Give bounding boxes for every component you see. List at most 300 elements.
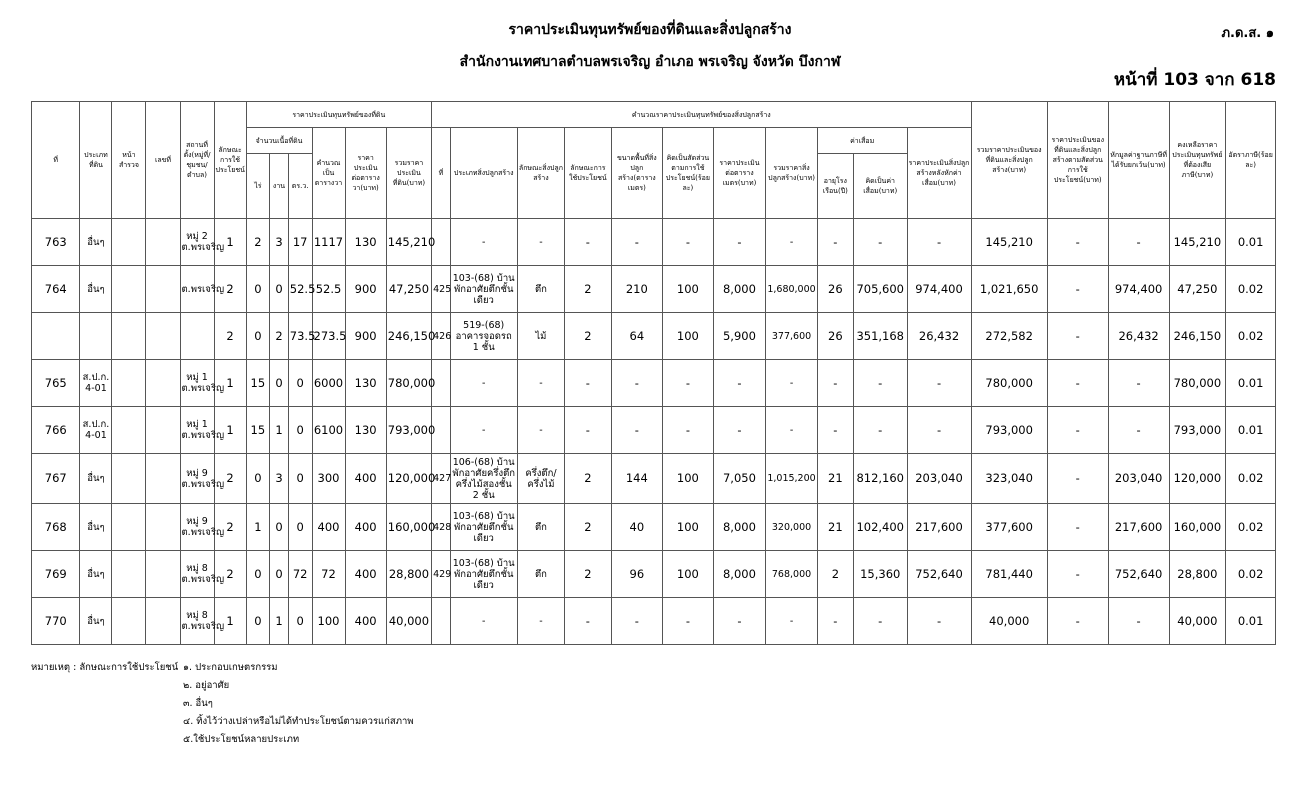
- cell-price-per-m2: 5,900: [713, 313, 766, 360]
- cell-usage: 2: [214, 551, 246, 598]
- note-item-5: ๕.ใช้ประโยชน์หลายประเภท: [183, 734, 300, 745]
- cell-bldg-no: 427: [432, 454, 451, 504]
- cell-bldg-kind: ตึก: [517, 551, 564, 598]
- cell-bldg-usage: 2: [565, 504, 611, 551]
- cell-usage: 1: [214, 360, 246, 407]
- cell-bldg-area: -: [611, 360, 663, 407]
- header-wa: ตร.ว.: [288, 154, 312, 219]
- cell-bldg-net: -: [907, 360, 971, 407]
- cell-wa: 0: [288, 360, 312, 407]
- cell-bldg-no: 426: [432, 313, 451, 360]
- header-depreciation-group: ค่าเสื่อม: [817, 128, 907, 154]
- cell-bldg-total: 1,015,200: [766, 454, 818, 504]
- cell-price-per-wa: 900: [345, 266, 386, 313]
- cell-depr-amount: -: [853, 219, 907, 266]
- page-indicator: หน้าที่ 103 จาก 618: [1113, 70, 1276, 90]
- cell-wa: 0: [288, 407, 312, 454]
- cell-land-no: [146, 407, 180, 454]
- cell-age: 2: [817, 551, 853, 598]
- cell-bldg-area: -: [611, 219, 663, 266]
- cell-pct-use: -: [663, 360, 714, 407]
- cell-rai: 15: [246, 407, 270, 454]
- cell-price-per-m2: 8,000: [713, 504, 766, 551]
- cell-wa: 73.5: [288, 313, 312, 360]
- header-land-type: ประเภทที่ดิน: [80, 102, 112, 219]
- cell-depr-amount: 102,400: [853, 504, 907, 551]
- header-building-no: ที่: [432, 128, 451, 219]
- cell-survey-page: [112, 504, 146, 551]
- cell-bldg-no: 428: [432, 504, 451, 551]
- cell-bldg-net: 974,400: [907, 266, 971, 313]
- cell-usage: 1: [214, 407, 246, 454]
- cell-location: หมู่ 2 ต.พรเจริญ: [180, 219, 214, 266]
- cell-age: 21: [817, 504, 853, 551]
- cell-land-type: ส.ป.ก. 4-01: [80, 407, 112, 454]
- cell-bldg-net: 203,040: [907, 454, 971, 504]
- document-subtitle: สำนักงานเทศบาลตำบลพรเจริญ อำเภอ พรเจริญ จังหวัด บึงกาฬ: [459, 54, 841, 70]
- cell-bldg-usage: 2: [565, 313, 611, 360]
- cell-bldg-type: -: [450, 219, 517, 266]
- cell-bldg-area: -: [611, 598, 663, 645]
- cell-rai: 1: [246, 504, 270, 551]
- cell-price-per-m2: -: [713, 219, 766, 266]
- header-building-area: ขนาดพื้นที่สิ่งปลูกสร้าง(ตารางเมตร): [611, 128, 663, 219]
- cell-remaining: 160,000: [1169, 504, 1226, 551]
- note-item-1: ๑. ประกอบเกษตรกรรม: [183, 662, 278, 673]
- cell-wa: 0: [288, 454, 312, 504]
- cell-land-no: [146, 266, 180, 313]
- cell-ngan: 0: [270, 266, 289, 313]
- cell-depr-amount: 812,160: [853, 454, 907, 504]
- cell-prop-value: -: [1047, 266, 1108, 313]
- cell-no: 766: [32, 407, 80, 454]
- cell-wa: 0: [288, 504, 312, 551]
- cell-deduction: -: [1108, 598, 1169, 645]
- header-tax-rate: อัตราภาษี(ร้อยละ): [1226, 102, 1276, 219]
- cell-bldg-kind: -: [517, 407, 564, 454]
- cell-location: [180, 313, 214, 360]
- cell-prop-value: -: [1047, 551, 1108, 598]
- cell-bldg-kind: -: [517, 360, 564, 407]
- cell-age: 21: [817, 454, 853, 504]
- cell-price-per-wa: 400: [345, 551, 386, 598]
- cell-remaining: 40,000: [1169, 598, 1226, 645]
- cell-pct-use: 100: [663, 454, 714, 504]
- cell-prop-value: -: [1047, 454, 1108, 504]
- cell-land-no: [146, 219, 180, 266]
- cell-bldg-type: -: [450, 598, 517, 645]
- cell-location: หมู่ 8 ต.พรเจริญ: [180, 551, 214, 598]
- header-land-no: เลขที่: [146, 102, 180, 219]
- cell-no: 769: [32, 551, 80, 598]
- table-row: [32, 598, 1276, 645]
- cell-location: หมู่ 9 ต.พรเจริญ: [180, 504, 214, 551]
- cell-remaining: 793,000: [1169, 407, 1226, 454]
- cell-price-per-wa: 400: [345, 454, 386, 504]
- cell-tax-rate: 0.02: [1226, 266, 1276, 313]
- cell-grand-total: 145,210: [971, 219, 1047, 266]
- cell-bldg-net: 26,432: [907, 313, 971, 360]
- cell-age: 26: [817, 313, 853, 360]
- cell-location: หมู่ 9 ต.พรเจริญ: [180, 454, 214, 504]
- cell-land-no: [146, 551, 180, 598]
- cell-sq-wa: 273.5: [312, 313, 345, 360]
- cell-survey-page: [112, 598, 146, 645]
- header-usage: ลักษณะการใช้ประโยชน์: [214, 102, 246, 219]
- cell-no: [32, 313, 80, 360]
- cell-land-type: อื่นๆ: [80, 266, 112, 313]
- cell-survey-page: [112, 219, 146, 266]
- table-row: [32, 407, 1276, 454]
- cell-prop-value: -: [1047, 407, 1108, 454]
- cell-land-total: 28,800: [386, 551, 431, 598]
- cell-land-total: 40,000: [386, 598, 431, 645]
- header-grand-total: รวมราคาประเมินของที่ดินและสิ่งปลูกสร้าง(บาท): [971, 102, 1047, 219]
- cell-bldg-usage: -: [565, 407, 611, 454]
- header-ngan: งาน: [270, 154, 289, 219]
- table-row: [32, 454, 1276, 504]
- cell-usage: 2: [214, 266, 246, 313]
- cell-location: ต.พรเจริญ: [180, 266, 214, 313]
- cell-bldg-area: -: [611, 407, 663, 454]
- cell-land-total: 120,000: [386, 454, 431, 504]
- cell-wa: 72: [288, 551, 312, 598]
- cell-grand-total: 40,000: [971, 598, 1047, 645]
- cell-prop-value: -: [1047, 598, 1108, 645]
- cell-no: 767: [32, 454, 80, 504]
- cell-tax-rate: 0.02: [1226, 313, 1276, 360]
- cell-pct-use: 100: [663, 266, 714, 313]
- cell-bldg-usage: 2: [565, 454, 611, 504]
- cell-sq-wa: 6000: [312, 360, 345, 407]
- cell-deduction: 217,600: [1108, 504, 1169, 551]
- cell-bldg-total: 1,680,000: [766, 266, 818, 313]
- cell-survey-page: [112, 551, 146, 598]
- note-item-3: ๓. อื่นๆ: [183, 698, 213, 709]
- cell-bldg-kind: -: [517, 219, 564, 266]
- cell-no: 763: [32, 219, 80, 266]
- header-building-net: ราคาประเมินสิ่งปลูกสร้างหลังหักค่าเสื่อม(บาท): [907, 128, 971, 219]
- cell-wa: 0: [288, 598, 312, 645]
- cell-deduction: -: [1108, 219, 1169, 266]
- cell-location: หมู่ 8 ต.พรเจริญ: [180, 598, 214, 645]
- cell-ngan: 3: [270, 454, 289, 504]
- cell-prop-value: -: [1047, 360, 1108, 407]
- cell-bldg-total: 377,600: [766, 313, 818, 360]
- cell-prop-value: -: [1047, 313, 1108, 360]
- cell-bldg-type: -: [450, 360, 517, 407]
- header-no: ที่: [32, 102, 80, 219]
- cell-remaining: 246,150: [1169, 313, 1226, 360]
- cell-survey-page: [112, 266, 146, 313]
- cell-bldg-total: -: [766, 360, 818, 407]
- cell-location: หมู่ 1 ต.พรเจริญ: [180, 407, 214, 454]
- header-rai: ไร่: [246, 154, 270, 219]
- cell-land-total: 780,000: [386, 360, 431, 407]
- cell-pct-use: 100: [663, 504, 714, 551]
- cell-price-per-wa: 900: [345, 313, 386, 360]
- cell-price-per-m2: -: [713, 360, 766, 407]
- cell-no: 765: [32, 360, 80, 407]
- cell-price-per-m2: -: [713, 598, 766, 645]
- cell-tax-rate: 0.01: [1226, 407, 1276, 454]
- cell-pct-use: -: [663, 219, 714, 266]
- cell-tax-rate: 0.01: [1226, 219, 1276, 266]
- cell-bldg-usage: 2: [565, 551, 611, 598]
- cell-price-per-wa: 400: [345, 504, 386, 551]
- document-title: ราคาประเมินทุนทรัพย์ของที่ดินและสิ่งปลูกสร้าง: [508, 22, 792, 38]
- cell-sq-wa: 52.5: [312, 266, 345, 313]
- cell-bldg-total: -: [766, 219, 818, 266]
- cell-price-per-wa: 130: [345, 219, 386, 266]
- cell-bldg-type: 106-(68) บ้านพักอาศัยครึ่งตึกครึ่งไม้สองชั้น 2 ชั้น: [450, 454, 517, 504]
- cell-bldg-kind: ตึก: [517, 504, 564, 551]
- cell-land-type: ส.ป.ก. 4-01: [80, 360, 112, 407]
- cell-rai: 2: [246, 219, 270, 266]
- cell-no: 764: [32, 266, 80, 313]
- header-deduction: หักมูลค่าฐานภาษีที่ได้รับยกเว้น(บาท): [1108, 102, 1169, 219]
- cell-usage: 1: [214, 598, 246, 645]
- cell-land-no: [146, 598, 180, 645]
- cell-land-type: อื่นๆ: [80, 504, 112, 551]
- note-item-4: ๔. ทิ้งไว้ว่างเปล่าหรือไม่ได้ทำประโยชน์ตามควรแก่สภาพ: [183, 716, 414, 727]
- cell-price-per-wa: 400: [345, 598, 386, 645]
- cell-age: -: [817, 360, 853, 407]
- cell-wa: 17: [288, 219, 312, 266]
- header-building-type: ประเภทสิ่งปลูกสร้าง: [450, 128, 517, 219]
- cell-bldg-kind: ไม้: [517, 313, 564, 360]
- cell-rai: 15: [246, 360, 270, 407]
- cell-land-type: อื่นๆ: [80, 598, 112, 645]
- cell-remaining: 47,250: [1169, 266, 1226, 313]
- cell-land-total: 160,000: [386, 504, 431, 551]
- cell-prop-value: -: [1047, 219, 1108, 266]
- cell-deduction: 26,432: [1108, 313, 1169, 360]
- header-price-per-wa: ราคาประเมินต่อตารางวา(บาท): [345, 128, 386, 219]
- cell-bldg-area: 210: [611, 266, 663, 313]
- cell-remaining: 28,800: [1169, 551, 1226, 598]
- cell-usage: 2: [214, 313, 246, 360]
- cell-land-no: [146, 360, 180, 407]
- cell-wa: 52.5: [288, 266, 312, 313]
- header-depreciation-amount: คิดเป็นค่าเสื่อม(บาท): [853, 154, 907, 219]
- cell-sq-wa: 400: [312, 504, 345, 551]
- form-code: ภ.ด.ส. ๑: [1221, 26, 1274, 41]
- cell-tax-rate: 0.02: [1226, 454, 1276, 504]
- header-survey-page: หน้าสำรวจ: [112, 102, 146, 219]
- header-usage-percent: คิดเป็นสัดส่วนตามการใช้ประโยชน์(ร้อยละ): [663, 128, 714, 219]
- cell-usage: 2: [214, 454, 246, 504]
- cell-grand-total: 272,582: [971, 313, 1047, 360]
- cell-age: -: [817, 219, 853, 266]
- cell-depr-amount: 351,168: [853, 313, 907, 360]
- cell-land-total: 47,250: [386, 266, 431, 313]
- cell-bldg-type: 103-(68) บ้านพักอาศัยตึกชั้นเดียว: [450, 266, 517, 313]
- cell-rai: 0: [246, 454, 270, 504]
- cell-price-per-m2: 8,000: [713, 266, 766, 313]
- cell-sq-wa: 72: [312, 551, 345, 598]
- cell-price-per-wa: 130: [345, 407, 386, 454]
- cell-deduction: 752,640: [1108, 551, 1169, 598]
- cell-grand-total: 377,600: [971, 504, 1047, 551]
- cell-age: -: [817, 598, 853, 645]
- cell-bldg-total: 768,000: [766, 551, 818, 598]
- header-building-group: คำนวณราคาประเมินทุนทรัพย์ของสิ่งปลูกสร้าง: [432, 102, 971, 128]
- table-row: [32, 360, 1276, 407]
- cell-bldg-total: -: [766, 407, 818, 454]
- cell-bldg-usage: 2: [565, 266, 611, 313]
- cell-sq-wa: 100: [312, 598, 345, 645]
- cell-remaining: 145,210: [1169, 219, 1226, 266]
- cell-pct-use: 100: [663, 313, 714, 360]
- cell-ngan: 3: [270, 219, 289, 266]
- note-item-2: ๒. อยู่อาศัย: [183, 680, 230, 691]
- cell-ngan: 0: [270, 504, 289, 551]
- notes-label: หมายเหตุ : ลักษณะการใช้ประโยชน์: [31, 662, 179, 673]
- cell-rai: 0: [246, 266, 270, 313]
- cell-bldg-area: 64: [611, 313, 663, 360]
- cell-grand-total: 793,000: [971, 407, 1047, 454]
- cell-price-per-m2: -: [713, 407, 766, 454]
- cell-pct-use: 100: [663, 551, 714, 598]
- cell-land-type: อื่นๆ: [80, 219, 112, 266]
- cell-prop-value: -: [1047, 504, 1108, 551]
- header-land-total: รวมราคาประเมินที่ดิน(บาท): [386, 128, 431, 219]
- cell-bldg-no: 429: [432, 551, 451, 598]
- cell-bldg-net: 752,640: [907, 551, 971, 598]
- cell-bldg-usage: -: [565, 360, 611, 407]
- header-building-usage: ลักษณะการใช้ประโยชน์: [565, 128, 611, 219]
- assessment-table: [31, 101, 1276, 645]
- cell-ngan: 1: [270, 598, 289, 645]
- cell-deduction: 974,400: [1108, 266, 1169, 313]
- header-building-kind: ลักษณะสิ่งปลูกสร้าง: [517, 128, 564, 219]
- cell-bldg-usage: -: [565, 219, 611, 266]
- cell-bldg-type: 103-(68) บ้านพักอาศัยตึกชั้นเดียว: [450, 504, 517, 551]
- cell-depr-amount: -: [853, 360, 907, 407]
- cell-grand-total: 1,021,650: [971, 266, 1047, 313]
- header-age: อายุโรงเรือน(ปี): [817, 154, 853, 219]
- cell-bldg-total: 320,000: [766, 504, 818, 551]
- cell-land-total: 246,150: [386, 313, 431, 360]
- cell-bldg-type: 519-(68) อาคารจอดรถ 1 ชั้น: [450, 313, 517, 360]
- cell-bldg-no: [432, 598, 451, 645]
- cell-bldg-net: -: [907, 219, 971, 266]
- cell-price-per-wa: 130: [345, 360, 386, 407]
- cell-tax-rate: 0.02: [1226, 551, 1276, 598]
- cell-survey-page: [112, 407, 146, 454]
- cell-rai: 0: [246, 598, 270, 645]
- header-area-group: จำนวนเนื้อที่ดิน: [246, 128, 312, 154]
- cell-rai: 0: [246, 313, 270, 360]
- cell-land-no: [146, 504, 180, 551]
- cell-pct-use: -: [663, 598, 714, 645]
- cell-land-total: 145,210: [386, 219, 431, 266]
- cell-price-per-m2: 7,050: [713, 454, 766, 504]
- header-location: สถานที่ตั้ง(หมู่ที่/ชุมชน/ตำบล): [180, 102, 214, 219]
- cell-tax-rate: 0.01: [1226, 360, 1276, 407]
- cell-ngan: 0: [270, 360, 289, 407]
- cell-survey-page: [112, 313, 146, 360]
- table-row: [32, 313, 1276, 360]
- header-price-per-m2: ราคาประเมินต่อตารางเมตร(บาท): [713, 128, 766, 219]
- table-row: [32, 219, 1276, 266]
- cell-bldg-kind: ครึ่งตึก/ครึ่งไม้: [517, 454, 564, 504]
- cell-bldg-kind: ตึก: [517, 266, 564, 313]
- cell-land-no: [146, 313, 180, 360]
- cell-bldg-area: 40: [611, 504, 663, 551]
- cell-deduction: -: [1108, 360, 1169, 407]
- cell-bldg-kind: -: [517, 598, 564, 645]
- cell-ngan: 0: [270, 551, 289, 598]
- cell-no: 770: [32, 598, 80, 645]
- cell-deduction: -: [1108, 407, 1169, 454]
- cell-ngan: 1: [270, 407, 289, 454]
- cell-land-total: 793,000: [386, 407, 431, 454]
- cell-bldg-total: -: [766, 598, 818, 645]
- cell-age: 26: [817, 266, 853, 313]
- header-land-group: ราคาประเมินทุนทรัพย์ของที่ดิน: [246, 102, 432, 128]
- cell-rai: 0: [246, 551, 270, 598]
- cell-land-type: อื่นๆ: [80, 551, 112, 598]
- cell-age: -: [817, 407, 853, 454]
- cell-pct-use: -: [663, 407, 714, 454]
- cell-remaining: 780,000: [1169, 360, 1226, 407]
- cell-remaining: 120,000: [1169, 454, 1226, 504]
- cell-usage: 2: [214, 504, 246, 551]
- cell-depr-amount: 15,360: [853, 551, 907, 598]
- cell-grand-total: 323,040: [971, 454, 1047, 504]
- cell-bldg-net: -: [907, 598, 971, 645]
- cell-bldg-area: 96: [611, 551, 663, 598]
- cell-bldg-type: -: [450, 407, 517, 454]
- cell-land-type: อื่นๆ: [80, 454, 112, 504]
- cell-sq-wa: 1117: [312, 219, 345, 266]
- cell-price-per-m2: 8,000: [713, 551, 766, 598]
- cell-no: 768: [32, 504, 80, 551]
- table-row: [32, 266, 1276, 313]
- cell-depr-amount: -: [853, 598, 907, 645]
- cell-depr-amount: 705,600: [853, 266, 907, 313]
- cell-ngan: 2: [270, 313, 289, 360]
- header-sq-wa: คำนวณเป็นตารางวา: [312, 128, 345, 219]
- cell-bldg-no: 425: [432, 266, 451, 313]
- cell-land-no: [146, 454, 180, 504]
- cell-survey-page: [112, 360, 146, 407]
- cell-depr-amount: -: [853, 407, 907, 454]
- cell-grand-total: 780,000: [971, 360, 1047, 407]
- cell-tax-rate: 0.01: [1226, 598, 1276, 645]
- cell-grand-total: 781,440: [971, 551, 1047, 598]
- cell-sq-wa: 300: [312, 454, 345, 504]
- cell-usage: 1: [214, 219, 246, 266]
- table-row: [32, 551, 1276, 598]
- cell-bldg-area: 144: [611, 454, 663, 504]
- header-proportional-value: ราคาประเมินของที่ดินและสิ่งปลูกสร้างตามสัดส่วนการใช้ประโยชน์(บาท): [1047, 102, 1108, 219]
- cell-survey-page: [112, 454, 146, 504]
- header-building-total: รวมราคาสิ่งปลูกสร้าง(บาท): [766, 128, 818, 219]
- table-row: [32, 504, 1276, 551]
- header-remaining: คงเหลือราคาประเมินทุนทรัพย์ที่ต้องเสียภาษี(บาท): [1169, 102, 1226, 219]
- cell-land-type: [80, 313, 112, 360]
- cell-location: หมู่ 1 ต.พรเจริญ: [180, 360, 214, 407]
- cell-bldg-net: 217,600: [907, 504, 971, 551]
- cell-bldg-type: 103-(68) บ้านพักอาศัยตึกชั้นเดียว: [450, 551, 517, 598]
- cell-tax-rate: 0.02: [1226, 504, 1276, 551]
- cell-sq-wa: 6100: [312, 407, 345, 454]
- cell-deduction: 203,040: [1108, 454, 1169, 504]
- cell-bldg-net: -: [907, 407, 971, 454]
